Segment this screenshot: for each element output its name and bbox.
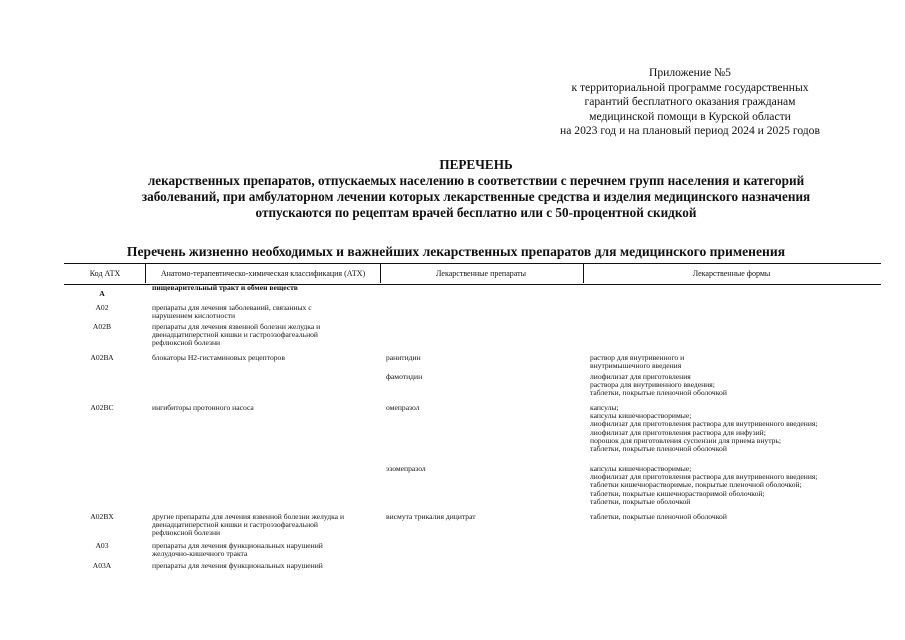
table-header — [64, 263, 881, 285]
cell-dosage-form-line: капсулы кишечнорастворимые; — [590, 464, 692, 473]
cell-dosage-form-line: таблетки, покрытые пленочной оболочкой — [590, 444, 727, 454]
cell-atc-code: А02 — [95, 303, 109, 312]
cell-classification-line: препараты для лечения заболеваний, связанных с — [152, 303, 312, 312]
cell-classification-line: нарушением кислотности — [152, 311, 236, 321]
cell-dosage-form-line: таблетки, покрытые оболочкой — [590, 496, 691, 506]
cell-dosage-form — [590, 404, 817, 453]
cell-classification-line: рефлюксной болезни — [152, 338, 221, 348]
cell-drug-line: ранитидин — [386, 353, 421, 362]
appendix-line: медицинской помощи в Курской области — [589, 109, 791, 123]
cell-atc-code: А03А — [92, 561, 112, 570]
header-atc-code: Код АТХ — [89, 269, 121, 278]
appendix-line: гарантий бесплатного оказания гражданам — [584, 95, 796, 109]
header-atc-classification: Анатомо-терапевтическо-химическая классификация (АТХ) — [160, 269, 366, 278]
cell-classification-line: ингибиторы протонного насоса — [152, 403, 254, 412]
cell-drug — [386, 354, 421, 362]
appendix-line: к территориальной программе государственных — [571, 80, 809, 94]
cell-atc-code: А — [99, 289, 105, 298]
cell-classification-line: желудочно-кишечного тракта — [152, 549, 248, 559]
cell-classification-line: пищеварительный тракт и обмен веществ — [152, 283, 298, 292]
cell-classification-line: двенадцатиперстной кишки и гастроэзофагеальной — [152, 330, 318, 340]
cell-dosage-form-line: таблетки, покрытые пленочной оболочкой — [590, 512, 727, 521]
cell-classification-line: другие препараты для лечения язвенной болезни желудка и — [152, 512, 345, 521]
cell-classification — [152, 284, 298, 292]
cell-classification-line: препараты для лечения язвенной болезни желудка и — [152, 322, 321, 331]
cell-dosage-form — [590, 513, 727, 521]
title-heading: ПЕРЕЧЕНЬ — [439, 157, 513, 172]
cell-atc-code: А02ВХ — [90, 512, 114, 521]
cell-dosage-form-line: лиофилизат для приготовления раствора для внутривенного введения; — [590, 419, 818, 429]
header-divider — [380, 264, 381, 283]
cell-drug — [386, 513, 476, 521]
cell-classification-line: препараты для лечения функциональных нарушений — [152, 541, 323, 550]
cell-classification — [152, 354, 285, 362]
cell-classification — [152, 404, 254, 412]
list-subtitle: Перечень жизненно необходимых и важнейших лекарственных препаратов для медицинского применения — [126, 244, 786, 259]
appendix-line: Приложение №5 — [649, 66, 731, 79]
title-line: лекарственных препаратов, отпускаемых населению в соответствии с перечнем групп населения и категорий — [147, 173, 805, 188]
appendix-line: на 2023 год и на плановый период 2024 и 2025 годов — [560, 124, 820, 138]
cell-drug-line: омепразол — [386, 403, 420, 412]
cell-classification-line: двенадцатиперстной кишки и гастроэзофагеальной — [152, 520, 318, 530]
title-line: заболеваний, при амбулаторном лечении которых лекарственные средства и изделия медицинского назначения — [141, 189, 811, 204]
cell-classification-line: препараты для лечения функциональных нарушений — [152, 561, 323, 570]
cell-dosage-form-line: лиофилизат для приготовления раствора для внутривенного введения; — [590, 472, 818, 482]
title-line: отпускаются по рецептам врачей бесплатно или с 50-процентной скидкой — [255, 205, 697, 220]
cell-dosage-form-line: капсулы; — [590, 403, 619, 412]
cell-dosage-form-line: таблетки, покрытые пленочной оболочкой — [590, 388, 727, 398]
cell-classification-line: блокаторы Н2-гистаминовых рецепторов — [152, 353, 285, 362]
cell-atc-code: А03 — [95, 541, 109, 550]
cell-classification — [152, 562, 323, 570]
cell-dosage-form-line: порошок для приготовления суспензии для приема внутрь; — [590, 435, 782, 445]
cell-drug — [386, 373, 422, 381]
cell-drug — [386, 404, 420, 412]
cell-classification — [152, 304, 312, 320]
cell-dosage-form-line: таблетки кишечнорастворимые, покрытые пленочной оболочкой; — [590, 480, 802, 490]
cell-dosage-form-line: таблетки, покрытые кишечнорастворимой оболочкой; — [590, 488, 765, 498]
cell-dosage-form — [590, 373, 727, 398]
cell-dosage-form — [590, 354, 684, 370]
cell-dosage-form-line: лиофилизат для приготовления — [590, 372, 691, 381]
cell-classification — [152, 513, 344, 538]
cell-dosage-form-line: капсулы кишечнорастворимые; — [590, 411, 692, 421]
cell-drug-line: висмута трикалия дицитрат — [386, 512, 476, 521]
cell-dosage-form-line: раствора для внутривенного введения; — [590, 380, 715, 390]
appendix-block — [520, 66, 860, 139]
cell-dosage-form — [590, 465, 817, 506]
cell-atc-code: А02В — [92, 322, 112, 331]
header-dosage-forms: Лекарственные формы — [692, 269, 771, 278]
header-drugs: Лекарственные препараты — [436, 269, 526, 278]
cell-classification — [152, 542, 323, 558]
cell-drug — [386, 465, 426, 473]
cell-atc-code: А02ВА — [90, 353, 114, 362]
cell-classification-line: рефлюксной болезни — [152, 528, 221, 538]
cell-dosage-form-line: раствор для внутривенного и — [590, 353, 685, 362]
header-divider — [583, 264, 584, 283]
cell-drug-line: эзомепразол — [386, 464, 426, 473]
cell-drug-line: фамотидин — [386, 372, 423, 381]
document-title — [40, 157, 905, 221]
header-divider — [145, 264, 146, 283]
cell-dosage-form-line: лиофилизат для приготовления раствора для инфузий; — [590, 427, 766, 437]
cell-classification — [152, 323, 320, 348]
cell-dosage-form-line: внутримышечного введения — [590, 361, 682, 371]
cell-atc-code: А02ВС — [90, 403, 114, 412]
